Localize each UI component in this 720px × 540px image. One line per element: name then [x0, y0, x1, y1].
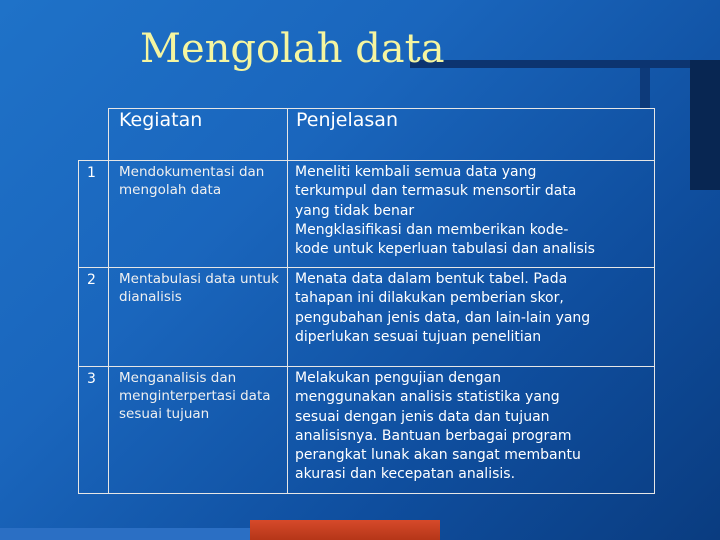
penjelasan-line: akurasi dan kecepatan analisis.	[295, 466, 516, 483]
penjelasan-line: sesuai dengan jenis data dan tujuan	[295, 408, 550, 425]
row-number: 3	[79, 367, 109, 494]
penjelasan-line: analisisnya. Bantuan berbagai program	[295, 427, 572, 444]
row-penjelasan	[288, 268, 655, 367]
decor-bar-right	[690, 60, 720, 190]
penjelasan-line: Melakukan pengujian dengan	[295, 370, 502, 386]
row-kegiatan: Mendokumentasi dan mengolah data	[109, 161, 288, 268]
penjelasan-line: pengubahan jenis data, dan lain-lain yang	[295, 309, 591, 326]
penjelasan-line: Menata data dalam bentuk tabel. Pada	[295, 271, 568, 287]
row-kegiatan: Mentabulasi data untuk dianalisis	[109, 268, 288, 367]
table-row	[79, 161, 655, 268]
penjelasan-line: diperlukan sesuai tujuan penelitian	[295, 328, 542, 345]
slide-title: Mengolah data	[140, 26, 445, 72]
penjelasan-line: Mengklasifikasi dan memberikan kode-	[295, 221, 569, 238]
row-penjelasan	[288, 367, 655, 494]
decor-bar-top	[410, 60, 720, 68]
decor-bar-small	[640, 68, 650, 108]
decor-bar-bottom-left	[0, 528, 250, 540]
penjelasan-line: Meneliti kembali semua data yang	[295, 164, 537, 180]
header-penjelasan: Penjelasan	[288, 109, 655, 161]
penjelasan-line: yang tidak benar	[295, 202, 415, 219]
table-header-row	[79, 109, 655, 161]
row-number: 2	[79, 268, 109, 367]
penjelasan-line: menggunakan analisis statistika yang	[295, 389, 560, 406]
table-row	[79, 268, 655, 367]
activity-table	[78, 108, 655, 494]
penjelasan-line: tahapan ini dilakukan pemberian skor,	[295, 290, 564, 307]
table-row	[79, 367, 655, 494]
row-kegiatan: Menganalisis dan menginterpertasi data sesuai tujuan	[109, 367, 288, 494]
penjelasan-line: terkumpul dan termasuk mensortir data	[295, 183, 577, 200]
decor-bar-bottom-red	[250, 520, 440, 540]
header-no	[79, 109, 109, 161]
row-penjelasan	[288, 161, 655, 268]
penjelasan-line: perangkat lunak akan sangat membantu	[295, 447, 581, 464]
header-kegiatan: Kegiatan	[109, 109, 288, 161]
penjelasan-line: kode untuk keperluan tabulasi dan analisis	[295, 241, 595, 258]
row-number: 1	[79, 161, 109, 268]
